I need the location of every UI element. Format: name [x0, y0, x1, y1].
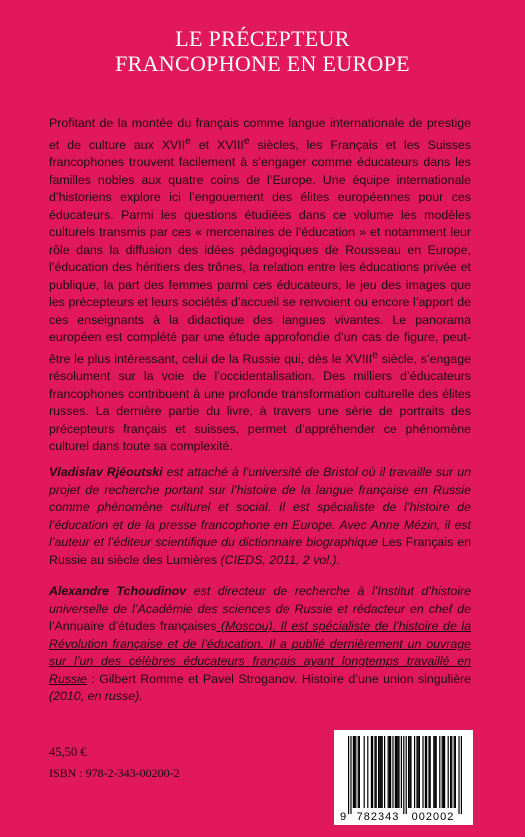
- bio2-journal-title: l’Annuaire d’études françaises: [49, 619, 217, 633]
- barcode-bar: [355, 736, 356, 808]
- barcode-bar: [380, 736, 381, 808]
- barcode-bar: [439, 736, 440, 808]
- bio2-text-2: (Moscou). Il est spécialiste de l’histoire de la Révolution française et de l’éducation. Il a publié dernièrement un ouvrage sur l’un des célèbres éducateurs français ayant longtemps travaillé en Russie: [49, 619, 471, 686]
- barcode-bar: [379, 736, 380, 808]
- barcode-bar: [350, 736, 351, 814]
- barcode-bar: [428, 736, 429, 808]
- barcode-bar: [444, 736, 445, 808]
- barcode-bar: [455, 736, 456, 808]
- barcode-bar: [388, 736, 389, 808]
- barcode-bar: [410, 736, 411, 808]
- summary-text-1: Profitant de la montée du français comme langue internationale de prestige et de culture aux XVII: [49, 116, 471, 152]
- summary-text-3: siècles, les Français et les Suisses francophones trouvent facilement à s’engager comme éducateurs dans les familles nobles aux quatre coins de l’Europe. Une équipe internationale d’historiens explore ici l’engouement des élites européennes pour ces éducateurs. Parmi les questions étudiées dans ce volume les modèles culturels transmis par ces « mercenaires de l’éducation » et notamment leur rôle dans la diffusion des idées pédagogiques de Rousseau en Europe, l’éducation des héritiers des trônes, la relation entre les éducations privée et publique, la part des femmes parmi ces éducateurs, le jeu des images que les précepteurs et leurs sociétés d’accueil se renvoient ou encore l’apport de ces enseignants à la didactique des langues vivantes. Le panorama européen est complété par une étude approfondie d’un cas de figure, peut-être le plus intéressant, celui de la Russie qui, dès le XVIII: [49, 137, 471, 366]
- book-title: [0, 26, 525, 76]
- author-bio-rjeoutski: [49, 464, 471, 569]
- barcode-bar: [433, 736, 434, 808]
- bio1-book-title: Les Français en Russie au siècle des Lumières: [49, 535, 472, 567]
- book-title-line-1: LE PRÉCEPTEUR: [175, 26, 350, 51]
- barcode-bar: [409, 736, 410, 808]
- barcode-bar: [448, 736, 449, 808]
- barcode-bar: [371, 736, 372, 808]
- barcode-bar: [426, 736, 427, 808]
- barcode-bar: [450, 736, 451, 808]
- barcode-bar: [408, 736, 409, 808]
- bio2-text-3: :: [86, 671, 100, 686]
- barcode-bar: [418, 736, 419, 808]
- barcode-bar: [419, 736, 420, 808]
- barcode-bar: [422, 736, 423, 808]
- summary-sup-1: e: [185, 135, 191, 147]
- barcode-bar: [406, 736, 407, 814]
- barcode-bar: [396, 736, 397, 808]
- isbn-barcode: [334, 730, 473, 825]
- barcode-bar: [425, 736, 426, 808]
- barcode-bar: [458, 736, 459, 814]
- barcode-bar: [367, 736, 368, 808]
- book-summary: [49, 115, 471, 456]
- book-price: 45,50 €: [49, 745, 87, 759]
- barcode-bar: [372, 736, 373, 808]
- author-name-tchoudinov: Alexandre Tchoudinov: [49, 584, 187, 598]
- barcode-bar: [364, 736, 365, 808]
- barcode-bar: [397, 736, 398, 808]
- barcode-graphic: [334, 730, 473, 825]
- summary-text-2: et XVIII: [190, 137, 244, 152]
- author-name-rjeoutski: Vladislav Rjéoutski: [49, 465, 163, 479]
- bio1-text-2: (CIEDS, 2011, 2 vol.).: [217, 552, 341, 567]
- bio2-book-title: Gilbert Romme et Pavel Stroganov. Histoire d’une union singulière: [99, 671, 471, 686]
- bio2-text-1: est directeur de recherche à l’Institut d’histoire universelle de l’Académie des sciences de Russie et rédacteur en chef de: [49, 584, 472, 616]
- author-bio-tchoudinov: [49, 583, 471, 706]
- barcode-bar: [442, 736, 443, 808]
- bio2-text-4: (2010, en russe).: [49, 689, 143, 703]
- barcode-bar: [416, 736, 417, 808]
- barcode-bar: [414, 736, 415, 808]
- barcode-bar: [359, 736, 360, 808]
- barcode-bar: [382, 736, 383, 808]
- barcode-bar: [398, 736, 399, 808]
- barcode-bar: [358, 736, 359, 808]
- book-title-line-2: FRANCOPHONE EN EUROPE: [115, 51, 410, 76]
- barcode-bar: [403, 736, 404, 814]
- barcode-bar: [430, 736, 431, 808]
- barcode-bar: [395, 736, 396, 808]
- barcode-bar: [353, 736, 354, 808]
- barcode-bar: [443, 736, 444, 808]
- bio1-text-1: est attaché à l’université de Bristol où il travaille sur un projet de recherche portant sur l’histoire de la langue française en Russie comme phénomène culturel et social. Il est spécialiste de l’histoire de l’éducation et de la presse francophone en Europe. Avec Anne Mézin, il est l’auteur et l’éditeur scientifique du dictionnaire biographique: [49, 465, 471, 549]
- barcode-digits-left: 782343: [356, 811, 400, 823]
- barcode-bar: [451, 736, 452, 808]
- book-isbn: ISBN : 978-2-343-00200-2: [49, 766, 180, 780]
- barcode-bar: [374, 736, 375, 808]
- barcode-bar: [389, 736, 390, 808]
- summary-text-4: siècle, s’engage résolument sur la voie de l’occidentalisation. Des milliers d’éducateurs francophones contribuent à une profonde transformation culturelle des élites russes. La dernière partie du livre, à travers une série de portraits des précepteurs français et suisses, permet d’appréhender ce phénomène culturel dans toute sa complexité.: [49, 351, 471, 454]
- barcode-bar: [348, 736, 349, 814]
- barcode-bar: [461, 736, 462, 814]
- barcode-bar: [378, 736, 379, 808]
- barcode-bar: [384, 736, 385, 808]
- barcode-bar: [390, 736, 391, 808]
- barcode-bar: [454, 736, 455, 808]
- barcode-digit-first: 9: [340, 811, 347, 823]
- barcode-bars: [348, 736, 462, 814]
- barcode-digits-right: 002002: [411, 811, 455, 823]
- barcode-bar: [376, 736, 377, 808]
- barcode-bar: [401, 736, 402, 808]
- summary-sup-3: e: [372, 349, 378, 361]
- barcode-bar: [392, 736, 393, 808]
- barcode-bar: [434, 736, 435, 808]
- barcode-bar: [436, 736, 437, 808]
- summary-sup-2: e: [243, 135, 250, 147]
- barcode-bar: [354, 736, 355, 808]
